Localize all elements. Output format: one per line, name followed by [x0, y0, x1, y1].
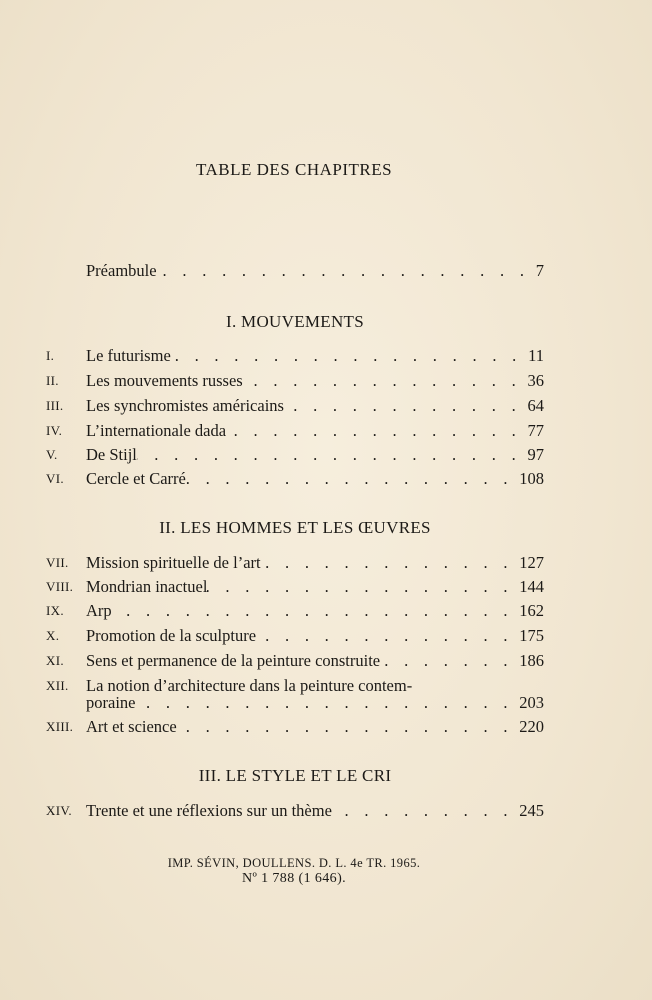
section-heading-2: II. LES HOMMES ET LES ŒUVRES [159, 518, 431, 537]
leader-dots [284, 395, 522, 417]
toc-entry-preamble[interactable] [46, 260, 544, 282]
chapter-number: X. [46, 628, 60, 643]
toc-entry[interactable] [46, 370, 544, 392]
entry-label: Les mouvements russes [86, 371, 243, 390]
section-heading-1: I. MOUVEMENTS [225, 312, 364, 331]
chapter-number: VIII. [46, 579, 74, 594]
chapter-number: I. [46, 348, 55, 363]
toc-entry[interactable] [46, 444, 544, 466]
toc-entry[interactable] [46, 625, 544, 647]
imprint-line-2: Nº 1 788 (1 646). [241, 871, 347, 886]
entry-label: La notion d’architecture dans la peinture contem- [86, 676, 413, 695]
toc-entry[interactable] [46, 650, 544, 672]
entry-page-number: 64 [527, 396, 544, 415]
printer-imprint [0, 855, 588, 887]
leader-dots [256, 625, 513, 647]
leader-dots [177, 716, 514, 738]
toc-entry[interactable] [46, 600, 544, 622]
leader-dots [226, 420, 521, 442]
entry-page-number: 36 [527, 371, 544, 390]
entry-label: L’internationale dada [86, 421, 227, 440]
leader-dots [261, 552, 514, 574]
toc-entry[interactable] [46, 800, 544, 822]
chapter-number: XI. [46, 653, 64, 668]
leader-dots [332, 800, 513, 822]
entry-label: Cercle et Carré [86, 469, 186, 488]
chapter-number: III. [46, 398, 64, 413]
toc-entry[interactable] [46, 576, 544, 598]
leader-dots [171, 345, 522, 367]
entry-page-number: 127 [519, 553, 544, 572]
entry-page-number: 245 [519, 801, 544, 820]
leader-dots [207, 576, 513, 598]
leader-dots [186, 468, 513, 490]
chapter-number: XII. [46, 678, 69, 693]
leader-dots [157, 260, 530, 282]
entry-page-number: 11 [528, 346, 544, 365]
chapter-number: XIV. [46, 803, 72, 818]
entry-page-number: 7 [535, 261, 544, 280]
entry-label: Les synchromistes américains [86, 396, 284, 415]
leader-dots [112, 600, 514, 622]
entry-label: De Stijl [86, 445, 137, 464]
entry-page-number: 108 [519, 469, 544, 488]
section-heading-3: III. LE STYLE ET LE CRI [198, 766, 392, 785]
toc-entry[interactable] [46, 395, 544, 417]
toc-entry[interactable] [46, 345, 544, 367]
chapter-number: IX. [46, 603, 64, 618]
leader-dots [243, 370, 522, 392]
leader-dots [137, 444, 522, 466]
chapter-number: VI. [46, 471, 64, 486]
toc-entry[interactable] [46, 468, 544, 490]
chapter-number: VII. [46, 555, 69, 570]
chapter-number: II. [46, 373, 59, 388]
entry-page-number: 97 [527, 445, 544, 464]
chapter-number: XIII. [46, 719, 74, 734]
chapter-number: IV. [46, 423, 63, 438]
entry-label-continued: poraine [86, 693, 136, 712]
toc-entry[interactable] [46, 420, 544, 442]
leader-dots [135, 692, 513, 714]
entry-label: Promotion de la sculpture [86, 626, 257, 645]
entry-label: Sens et permanence de la peinture construite [86, 651, 381, 670]
entry-page-number: 175 [519, 626, 544, 645]
entry-page-number: 162 [519, 601, 544, 620]
entry-label: Mondrian inactuel [86, 577, 208, 596]
entry-label: Arp [86, 601, 112, 620]
imprint-line-1: IMP. SÉVIN, DOULLENS. D. L. 4e TR. 1965. [167, 856, 421, 870]
entry-page-number: 186 [519, 651, 544, 670]
leader-dots [380, 650, 513, 672]
entry-label: Préambule [86, 261, 157, 280]
toc-entry[interactable] [46, 552, 544, 574]
toc-entry-continuation[interactable] [46, 692, 544, 714]
entry-page-number: 77 [527, 421, 544, 440]
entry-page-number: 220 [519, 717, 544, 736]
entry-label: Art et science [86, 717, 177, 736]
entry-page-number: 203 [519, 693, 544, 712]
toc-entry[interactable] [46, 716, 544, 738]
entry-label: Trente et une réflexions sur un thème [86, 801, 332, 820]
entry-label: Le futurisme [86, 346, 171, 365]
entry-label: Mission spirituelle de l’art [86, 553, 261, 572]
entry-page-number: 144 [519, 577, 544, 596]
page-title: TABLE DES CHAPITRES [195, 160, 393, 179]
chapter-number: V. [46, 447, 58, 462]
